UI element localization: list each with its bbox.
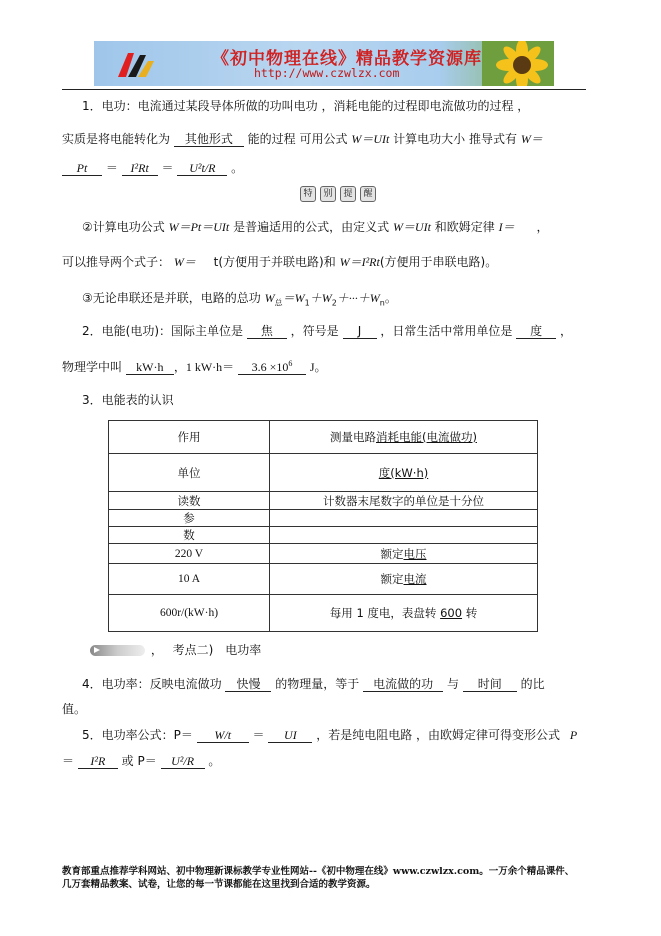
p1-text: 能的过程 可用公式 <box>247 132 348 146</box>
table-row <box>109 492 538 510</box>
formula-w-total: W <box>264 291 275 305</box>
blank-j: J <box>343 324 377 339</box>
formula-part: ＝W <box>282 291 305 305</box>
exponent: 6 <box>288 359 293 368</box>
meter-table <box>108 420 538 632</box>
blank-time: 时间 <box>463 677 517 692</box>
p1-text: 实质是将电能转化为 <box>62 132 171 146</box>
cell-text: 转 <box>465 606 478 620</box>
blank-kuaiman: 快慢 <box>225 677 271 692</box>
formula-w: W＝ <box>520 132 543 146</box>
banner-url[interactable]: http://www.czwlzx.com <box>254 66 400 80</box>
special-reminder-badge <box>300 186 376 202</box>
cell-text: 每用 1 度电，表盘转 <box>329 606 437 620</box>
table-row <box>109 454 538 492</box>
period: 。 <box>384 291 397 305</box>
p2-text: 2．电能(电功)：国际主单位是 <box>82 324 243 338</box>
table-cell: 10 A <box>109 564 270 595</box>
period: 。 <box>208 754 221 768</box>
blank-joule: 焦 <box>247 324 287 339</box>
formula-w-uit: W＝UIt <box>392 220 431 234</box>
p5-text: 5．电功率公式：P＝ <box>82 728 193 742</box>
p1-line1: 1．电功：电流通过某段导体所做的功叫电功 ，消耗电能的过程即电流做功的过程 ， <box>82 99 530 113</box>
formula-p: P <box>569 728 578 742</box>
table-cell: 数 <box>109 527 270 544</box>
table-cell: 单位 <box>109 454 270 492</box>
table-row <box>109 421 538 454</box>
equals: ＝ <box>62 754 75 768</box>
section-comma: ， <box>150 643 163 657</box>
p5-text: 或 P＝ <box>121 754 157 768</box>
badge-char: 醒 <box>360 186 376 202</box>
p4-text: 的物理量，等于 <box>275 677 360 691</box>
table-cell <box>270 595 538 632</box>
table-cell: 参 <box>109 510 270 527</box>
table-cell <box>270 421 538 454</box>
p4-line2: 值。 <box>62 702 87 716</box>
table-cell: 计数器末尾数字的单位是十分位 <box>270 492 538 510</box>
blank-i2r: I²R <box>78 754 118 769</box>
cell-text: 测量电路 <box>330 430 376 444</box>
subscript-2: 2 <box>331 298 337 308</box>
cell-underlined: 600 <box>440 606 463 620</box>
note2-line1 <box>82 219 548 235</box>
badge-char: 提 <box>340 186 356 202</box>
formula-ohm: I＝ <box>498 220 515 234</box>
note2-text: ②计算电功公式 <box>82 220 165 234</box>
blank-w-t: W/t <box>197 728 249 743</box>
footer-line1: 教育部重点推荐学科网站、初中物理新课标教学专业性网站--《初中物理在线》www.czwlzx.com。一万余个精品课件、 <box>62 866 575 877</box>
table-row <box>109 595 538 632</box>
table-cell: 作用 <box>109 421 270 454</box>
header-banner <box>94 41 554 86</box>
blank-pt: Pt <box>62 161 102 176</box>
cell-underlined: 消耗电能(电流做功) <box>376 430 477 444</box>
formula-part: ＋W <box>309 291 332 305</box>
badge-char: 别 <box>320 186 336 202</box>
header-rule <box>62 89 586 90</box>
p5-line2 <box>62 753 220 769</box>
formula-part: ＋···＋W <box>336 291 380 305</box>
period: 。 <box>231 161 244 175</box>
p3-title: 3．电能表的认识 <box>82 393 174 407</box>
p2-line2 <box>62 357 327 375</box>
table-cell <box>270 510 538 527</box>
note2-text: 和欧姆定律 <box>434 220 495 234</box>
note2-text: ， <box>536 220 549 234</box>
p4-text: 4．电功率：反映电流做功 <box>82 677 222 691</box>
p2-text: 物理学中叫 <box>62 360 123 374</box>
table-cell: 600r/(kW·h) <box>109 595 270 632</box>
p2-text: ，符号是 <box>290 324 339 338</box>
table-cell <box>270 527 538 544</box>
table-cell: 读数 <box>109 492 270 510</box>
section-header <box>90 642 261 658</box>
blank-other-form: 其他形式 <box>174 132 244 147</box>
section-label: 考点二) <box>172 643 214 657</box>
note2-text: t(方便用于并联电路)和 <box>213 255 336 269</box>
p4-text: 与 <box>446 677 459 691</box>
p5-text: ，若是纯电阻电路 ，由欧姆定律可得变形公式 <box>316 728 561 742</box>
table-row <box>109 527 538 544</box>
note2-text: 是普遍适用的公式，由定义式 <box>233 220 390 234</box>
p1-line2 <box>62 131 543 147</box>
note3-line <box>82 290 397 311</box>
formula-w-uit: W＝UIt <box>351 132 390 146</box>
badge-char: 特 <box>300 186 316 202</box>
note3-text: ③无论串联还是并联，电路的总功 <box>82 291 261 305</box>
cell-text: 额定 <box>380 546 404 561</box>
p4-text: 的比 <box>520 677 545 691</box>
note2-text: 可以推导两个式子： <box>62 255 171 269</box>
p2-text: J。 <box>309 360 327 374</box>
p4-line1 <box>82 676 545 692</box>
subscript-n: n <box>379 298 385 308</box>
equals: ＝ <box>161 161 174 175</box>
p2-text: ，日常生活中常用单位是 <box>380 324 513 338</box>
footer-line2: 几万套精品教案、试卷，让您的每一节课都能在这里找到合适的教学资源。 <box>62 879 376 890</box>
equals: ＝ <box>252 728 265 742</box>
formula-w-pt-uit: W＝Pt＝UIt <box>168 220 230 234</box>
subscript-1: 1 <box>304 298 310 308</box>
p5-line1 <box>82 727 577 743</box>
note2-line2 <box>62 254 497 270</box>
p1-line3 <box>62 160 243 176</box>
cell-underlined: 电压 <box>403 546 427 561</box>
table-row <box>109 544 538 564</box>
table-row <box>109 564 538 595</box>
table-cell <box>270 454 538 492</box>
formula-w-i2rt: W＝I²Rt <box>339 255 380 269</box>
logo-icon <box>114 47 158 83</box>
formula-w: W＝ <box>173 255 196 269</box>
table-row <box>109 510 538 527</box>
cell-underlined: 度(kW·h) <box>378 465 429 480</box>
table-cell <box>270 544 538 564</box>
blank-u2t-r: U²t/R <box>177 161 227 176</box>
p2-line1 <box>82 323 572 339</box>
cell-underlined: 电流 <box>403 572 427 586</box>
p2-text: ， <box>560 324 573 338</box>
blank-u2-r: U²/R <box>161 754 205 769</box>
note2-text: (方便用于串联电路)。 <box>379 255 498 269</box>
blank-3-6e6: 3.6 ×10 <box>251 360 289 374</box>
blank-i2rt: I²Rt <box>122 161 158 176</box>
p2-text: ，1 kW·h＝ <box>173 360 235 374</box>
blank-du: 度 <box>516 324 556 339</box>
section-title: 电功率 <box>225 643 262 657</box>
equals: ＝ <box>105 161 118 175</box>
blank-ui: UI <box>268 728 312 743</box>
blank-work: 电流做的功 <box>363 677 443 692</box>
table-cell <box>270 564 538 595</box>
cell-text: 额定 <box>380 572 404 586</box>
subscript-total: 总 <box>274 298 283 308</box>
p1-text: 计算电功大小 推导式有 <box>393 132 517 146</box>
blank-kwh: kW·h <box>126 360 174 375</box>
sunflower-icon <box>482 41 554 86</box>
table-cell: 220 V <box>109 544 270 564</box>
play-pill-icon <box>90 645 145 656</box>
banner-title: 《初中物理在线》精品教学资源库 <box>212 49 482 69</box>
